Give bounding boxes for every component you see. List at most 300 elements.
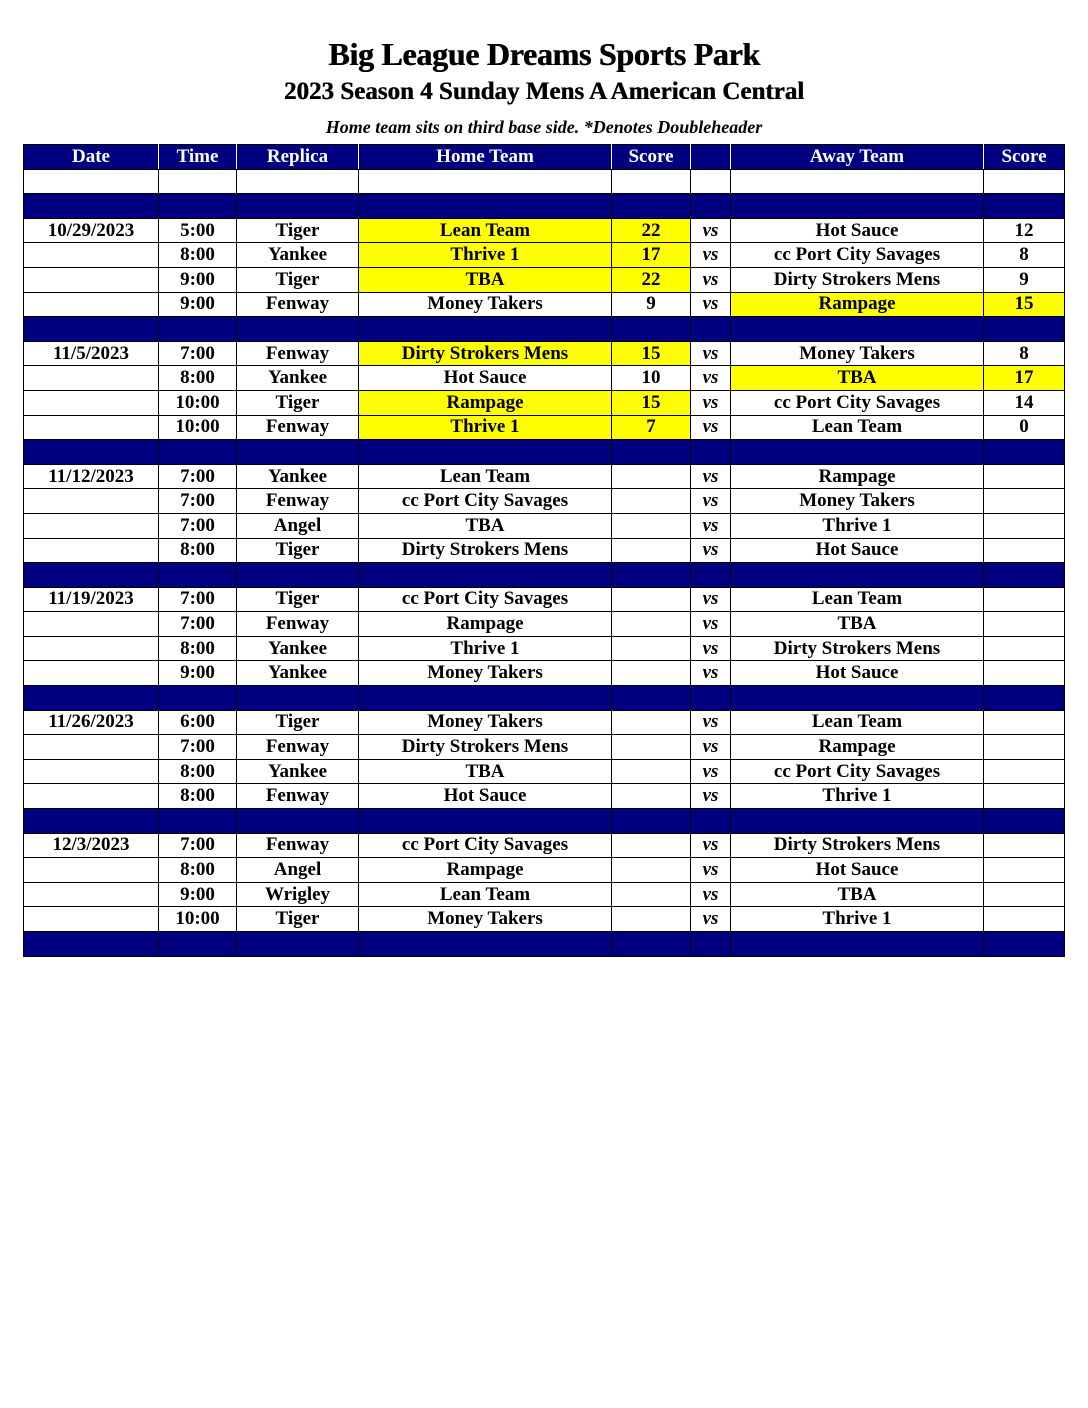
replica-cell: Yankee bbox=[237, 661, 359, 686]
separator-cell bbox=[984, 932, 1065, 957]
date-cell bbox=[24, 784, 159, 809]
separator-cell bbox=[24, 440, 159, 465]
home-team-cell: Money Takers bbox=[359, 907, 612, 932]
col-header-replica: Replica bbox=[237, 145, 359, 170]
away-team-cell: Lean Team bbox=[731, 415, 984, 440]
away-score-cell: 14 bbox=[984, 390, 1065, 415]
time-cell: 9:00 bbox=[159, 292, 237, 317]
time-cell: 10:00 bbox=[159, 907, 237, 932]
home-team-cell: Lean Team bbox=[359, 218, 612, 243]
home-team-cell: Lean Team bbox=[359, 464, 612, 489]
vs-cell: vs bbox=[691, 907, 731, 932]
date-cell: 11/5/2023 bbox=[24, 341, 159, 366]
home-score-cell: 10 bbox=[612, 366, 691, 391]
vs-cell: vs bbox=[691, 882, 731, 907]
time-cell: 8:00 bbox=[159, 858, 237, 883]
separator-cell bbox=[159, 686, 237, 711]
separator-cell bbox=[359, 194, 612, 219]
game-row bbox=[24, 390, 1065, 415]
blank-cell bbox=[691, 169, 731, 194]
home-score-cell bbox=[612, 612, 691, 637]
vs-cell: vs bbox=[691, 489, 731, 514]
col-header-away-team: Away Team bbox=[731, 145, 984, 170]
home-score-cell: 15 bbox=[612, 341, 691, 366]
separator-cell bbox=[24, 932, 159, 957]
date-cell bbox=[24, 882, 159, 907]
col-header-date: Date bbox=[24, 145, 159, 170]
home-score-cell bbox=[612, 882, 691, 907]
home-team-cell: TBA bbox=[359, 759, 612, 784]
home-score-cell bbox=[612, 661, 691, 686]
separator-cell bbox=[612, 686, 691, 711]
home-score-cell bbox=[612, 784, 691, 809]
col-header-home-score: Score bbox=[612, 145, 691, 170]
home-score-cell bbox=[612, 464, 691, 489]
separator-cell bbox=[984, 194, 1065, 219]
game-row bbox=[24, 267, 1065, 292]
home-score-cell: 9 bbox=[612, 292, 691, 317]
home-team-cell: TBA bbox=[359, 513, 612, 538]
away-score-cell bbox=[984, 907, 1065, 932]
replica-cell: Yankee bbox=[237, 366, 359, 391]
away-team-cell: Thrive 1 bbox=[731, 513, 984, 538]
separator-cell bbox=[984, 563, 1065, 588]
home-team-cell: cc Port City Savages bbox=[359, 489, 612, 514]
away-team-cell: Dirty Strokers Mens bbox=[731, 833, 984, 858]
away-team-cell: Lean Team bbox=[731, 710, 984, 735]
home-score-cell bbox=[612, 833, 691, 858]
game-row bbox=[24, 587, 1065, 612]
date-cell bbox=[24, 267, 159, 292]
replica-cell: Tiger bbox=[237, 710, 359, 735]
home-team-cell: Thrive 1 bbox=[359, 636, 612, 661]
vs-cell: vs bbox=[691, 735, 731, 760]
week-separator-row bbox=[24, 563, 1065, 588]
blank-cell bbox=[159, 169, 237, 194]
game-row bbox=[24, 489, 1065, 514]
date-cell bbox=[24, 390, 159, 415]
separator-cell bbox=[359, 932, 612, 957]
replica-cell: Tiger bbox=[237, 538, 359, 563]
time-cell: 7:00 bbox=[159, 587, 237, 612]
replica-cell: Fenway bbox=[237, 612, 359, 637]
time-cell: 8:00 bbox=[159, 784, 237, 809]
separator-cell bbox=[359, 809, 612, 834]
game-row bbox=[24, 464, 1065, 489]
time-cell: 7:00 bbox=[159, 341, 237, 366]
vs-cell: vs bbox=[691, 587, 731, 612]
separator-cell bbox=[237, 809, 359, 834]
page-title: Big League Dreams Sports Park bbox=[328, 36, 760, 72]
replica-cell: Angel bbox=[237, 858, 359, 883]
separator-cell bbox=[731, 440, 984, 465]
week-separator-row bbox=[24, 440, 1065, 465]
separator-cell bbox=[691, 809, 731, 834]
separator-cell bbox=[731, 317, 984, 342]
home-team-cell: Money Takers bbox=[359, 710, 612, 735]
vs-cell: vs bbox=[691, 341, 731, 366]
week-separator-row bbox=[24, 809, 1065, 834]
date-cell bbox=[24, 366, 159, 391]
replica-cell: Tiger bbox=[237, 587, 359, 612]
game-row bbox=[24, 218, 1065, 243]
separator-cell bbox=[237, 317, 359, 342]
home-team-cell: Rampage bbox=[359, 612, 612, 637]
separator-cell bbox=[691, 932, 731, 957]
separator-cell bbox=[237, 563, 359, 588]
away-score-cell bbox=[984, 538, 1065, 563]
away-team-cell: cc Port City Savages bbox=[731, 390, 984, 415]
date-cell bbox=[24, 735, 159, 760]
game-row bbox=[24, 833, 1065, 858]
time-cell: 7:00 bbox=[159, 513, 237, 538]
date-cell: 11/19/2023 bbox=[24, 587, 159, 612]
separator-cell bbox=[731, 686, 984, 711]
home-score-cell bbox=[612, 710, 691, 735]
home-score-cell bbox=[612, 489, 691, 514]
time-cell: 7:00 bbox=[159, 612, 237, 637]
replica-cell: Wrigley bbox=[237, 882, 359, 907]
replica-cell: Fenway bbox=[237, 292, 359, 317]
replica-cell: Yankee bbox=[237, 759, 359, 784]
away-score-cell bbox=[984, 710, 1065, 735]
away-team-cell: Lean Team bbox=[731, 587, 984, 612]
blank-cell bbox=[237, 169, 359, 194]
date-cell bbox=[24, 858, 159, 883]
separator-cell bbox=[359, 563, 612, 588]
page-note: Home team sits on third base side. *Denotes Doubleheader bbox=[325, 117, 763, 137]
away-score-cell bbox=[984, 612, 1065, 637]
home-score-cell bbox=[612, 513, 691, 538]
date-cell bbox=[24, 513, 159, 538]
blank-cell bbox=[612, 169, 691, 194]
blank-row bbox=[24, 169, 1065, 194]
date-cell bbox=[24, 759, 159, 784]
game-row bbox=[24, 759, 1065, 784]
away-score-cell bbox=[984, 636, 1065, 661]
away-team-cell: Money Takers bbox=[731, 341, 984, 366]
away-score-cell bbox=[984, 513, 1065, 538]
replica-cell: Yankee bbox=[237, 243, 359, 268]
date-cell: 11/12/2023 bbox=[24, 464, 159, 489]
game-row bbox=[24, 636, 1065, 661]
away-team-cell: Hot Sauce bbox=[731, 218, 984, 243]
blank-cell bbox=[731, 169, 984, 194]
game-row bbox=[24, 858, 1065, 883]
away-team-cell: Hot Sauce bbox=[731, 858, 984, 883]
time-cell: 8:00 bbox=[159, 636, 237, 661]
away-score-cell: 9 bbox=[984, 267, 1065, 292]
time-cell: 10:00 bbox=[159, 390, 237, 415]
time-cell: 8:00 bbox=[159, 243, 237, 268]
vs-cell: vs bbox=[691, 218, 731, 243]
home-score-cell: 15 bbox=[612, 390, 691, 415]
blank-cell bbox=[984, 169, 1065, 194]
time-cell: 7:00 bbox=[159, 735, 237, 760]
separator-cell bbox=[612, 194, 691, 219]
away-team-cell: cc Port City Savages bbox=[731, 759, 984, 784]
vs-cell: vs bbox=[691, 710, 731, 735]
vs-cell: vs bbox=[691, 661, 731, 686]
home-score-cell bbox=[612, 759, 691, 784]
separator-cell bbox=[984, 317, 1065, 342]
vs-cell: vs bbox=[691, 636, 731, 661]
away-team-cell: Rampage bbox=[731, 464, 984, 489]
away-score-cell: 0 bbox=[984, 415, 1065, 440]
date-cell bbox=[24, 612, 159, 637]
away-team-cell: Hot Sauce bbox=[731, 661, 984, 686]
col-header-away-score: Score bbox=[984, 145, 1065, 170]
separator-cell bbox=[237, 686, 359, 711]
home-team-cell: Money Takers bbox=[359, 661, 612, 686]
replica-cell: Yankee bbox=[237, 636, 359, 661]
date-cell bbox=[24, 907, 159, 932]
home-team-cell: TBA bbox=[359, 267, 612, 292]
separator-cell bbox=[731, 932, 984, 957]
away-score-cell bbox=[984, 489, 1065, 514]
replica-cell: Fenway bbox=[237, 833, 359, 858]
time-cell: 10:00 bbox=[159, 415, 237, 440]
replica-cell: Tiger bbox=[237, 267, 359, 292]
home-team-cell: Rampage bbox=[359, 858, 612, 883]
table-header-row bbox=[24, 145, 1065, 170]
away-score-cell bbox=[984, 661, 1065, 686]
game-row bbox=[24, 661, 1065, 686]
away-score-cell bbox=[984, 464, 1065, 489]
away-score-cell: 8 bbox=[984, 243, 1065, 268]
away-score-cell: 15 bbox=[984, 292, 1065, 317]
home-team-cell: Thrive 1 bbox=[359, 243, 612, 268]
home-score-cell: 22 bbox=[612, 218, 691, 243]
replica-cell: Fenway bbox=[237, 415, 359, 440]
separator-cell bbox=[691, 440, 731, 465]
separator-cell bbox=[359, 440, 612, 465]
home-team-cell: Rampage bbox=[359, 390, 612, 415]
separator-cell bbox=[691, 194, 731, 219]
vs-cell: vs bbox=[691, 784, 731, 809]
away-team-cell: cc Port City Savages bbox=[731, 243, 984, 268]
game-row bbox=[24, 243, 1065, 268]
date-cell bbox=[24, 489, 159, 514]
week-separator-row bbox=[24, 194, 1065, 219]
home-score-cell: 17 bbox=[612, 243, 691, 268]
col-header-time: Time bbox=[159, 145, 237, 170]
home-team-cell: Hot Sauce bbox=[359, 784, 612, 809]
week-separator-row bbox=[24, 317, 1065, 342]
separator-cell bbox=[237, 932, 359, 957]
away-score-cell bbox=[984, 759, 1065, 784]
away-team-cell: Thrive 1 bbox=[731, 907, 984, 932]
time-cell: 8:00 bbox=[159, 366, 237, 391]
away-team-cell: Rampage bbox=[731, 735, 984, 760]
vs-cell: vs bbox=[691, 390, 731, 415]
away-score-cell: 12 bbox=[984, 218, 1065, 243]
game-row bbox=[24, 538, 1065, 563]
separator-cell bbox=[612, 440, 691, 465]
away-team-cell: Hot Sauce bbox=[731, 538, 984, 563]
blank-cell bbox=[24, 169, 159, 194]
home-team-cell: Dirty Strokers Mens bbox=[359, 538, 612, 563]
game-row bbox=[24, 341, 1065, 366]
home-team-cell: Thrive 1 bbox=[359, 415, 612, 440]
separator-cell bbox=[24, 194, 159, 219]
separator-cell bbox=[984, 809, 1065, 834]
week-separator-row bbox=[24, 686, 1065, 711]
home-team-cell: Lean Team bbox=[359, 882, 612, 907]
replica-cell: Fenway bbox=[237, 489, 359, 514]
away-team-cell: Dirty Strokers Mens bbox=[731, 636, 984, 661]
separator-cell bbox=[159, 809, 237, 834]
away-team-cell: TBA bbox=[731, 366, 984, 391]
replica-cell: Tiger bbox=[237, 390, 359, 415]
game-row bbox=[24, 292, 1065, 317]
vs-cell: vs bbox=[691, 464, 731, 489]
game-row bbox=[24, 710, 1065, 735]
date-cell bbox=[24, 415, 159, 440]
time-cell: 8:00 bbox=[159, 538, 237, 563]
home-team-cell: cc Port City Savages bbox=[359, 587, 612, 612]
home-score-cell: 22 bbox=[612, 267, 691, 292]
time-cell: 5:00 bbox=[159, 218, 237, 243]
home-team-cell: Dirty Strokers Mens bbox=[359, 341, 612, 366]
separator-cell bbox=[24, 686, 159, 711]
vs-cell: vs bbox=[691, 415, 731, 440]
time-cell: 7:00 bbox=[159, 489, 237, 514]
away-score-cell bbox=[984, 858, 1065, 883]
away-score-cell bbox=[984, 735, 1065, 760]
separator-cell bbox=[984, 440, 1065, 465]
vs-cell: vs bbox=[691, 243, 731, 268]
vs-cell: vs bbox=[691, 292, 731, 317]
replica-cell: Yankee bbox=[237, 464, 359, 489]
away-score-cell bbox=[984, 833, 1065, 858]
replica-cell: Fenway bbox=[237, 341, 359, 366]
replica-cell: Tiger bbox=[237, 907, 359, 932]
date-cell bbox=[24, 636, 159, 661]
away-score-cell bbox=[984, 784, 1065, 809]
time-cell: 9:00 bbox=[159, 267, 237, 292]
date-cell: 10/29/2023 bbox=[24, 218, 159, 243]
separator-cell bbox=[237, 440, 359, 465]
time-cell: 8:00 bbox=[159, 759, 237, 784]
home-team-cell: Hot Sauce bbox=[359, 366, 612, 391]
vs-cell: vs bbox=[691, 858, 731, 883]
col-header-vs bbox=[691, 145, 731, 170]
home-team-cell: Money Takers bbox=[359, 292, 612, 317]
away-team-cell: TBA bbox=[731, 882, 984, 907]
vs-cell: vs bbox=[691, 833, 731, 858]
vs-cell: vs bbox=[691, 513, 731, 538]
separator-cell bbox=[159, 194, 237, 219]
time-cell: 9:00 bbox=[159, 882, 237, 907]
separator-cell bbox=[691, 686, 731, 711]
vs-cell: vs bbox=[691, 538, 731, 563]
home-score-cell bbox=[612, 858, 691, 883]
separator-cell bbox=[612, 809, 691, 834]
away-score-cell: 17 bbox=[984, 366, 1065, 391]
game-row bbox=[24, 513, 1065, 538]
separator-cell bbox=[359, 686, 612, 711]
away-score-cell: 8 bbox=[984, 341, 1065, 366]
game-row bbox=[24, 366, 1065, 391]
home-score-cell bbox=[612, 538, 691, 563]
separator-cell bbox=[24, 809, 159, 834]
date-cell bbox=[24, 538, 159, 563]
away-team-cell: Thrive 1 bbox=[731, 784, 984, 809]
separator-cell bbox=[237, 194, 359, 219]
vs-cell: vs bbox=[691, 366, 731, 391]
vs-cell: vs bbox=[691, 267, 731, 292]
time-cell: 9:00 bbox=[159, 661, 237, 686]
date-cell: 11/26/2023 bbox=[24, 710, 159, 735]
home-score-cell bbox=[612, 587, 691, 612]
separator-cell bbox=[359, 317, 612, 342]
separator-cell bbox=[159, 440, 237, 465]
replica-cell: Angel bbox=[237, 513, 359, 538]
time-cell: 7:00 bbox=[159, 833, 237, 858]
away-score-cell bbox=[984, 882, 1065, 907]
away-score-cell bbox=[984, 587, 1065, 612]
home-team-cell: cc Port City Savages bbox=[359, 833, 612, 858]
replica-cell: Fenway bbox=[237, 784, 359, 809]
separator-cell bbox=[691, 317, 731, 342]
separator-cell bbox=[731, 809, 984, 834]
away-team-cell: Money Takers bbox=[731, 489, 984, 514]
separator-cell bbox=[731, 194, 984, 219]
separator-cell bbox=[612, 932, 691, 957]
date-cell bbox=[24, 661, 159, 686]
time-cell: 7:00 bbox=[159, 464, 237, 489]
date-cell bbox=[24, 292, 159, 317]
game-row bbox=[24, 907, 1065, 932]
replica-cell: Tiger bbox=[237, 218, 359, 243]
game-row bbox=[24, 612, 1065, 637]
game-row bbox=[24, 882, 1065, 907]
date-cell bbox=[24, 243, 159, 268]
separator-cell bbox=[612, 317, 691, 342]
separator-cell bbox=[731, 563, 984, 588]
separator-cell bbox=[159, 932, 237, 957]
vs-cell: vs bbox=[691, 759, 731, 784]
separator-cell bbox=[159, 317, 237, 342]
away-team-cell: Dirty Strokers Mens bbox=[731, 267, 984, 292]
replica-cell: Fenway bbox=[237, 735, 359, 760]
blank-cell bbox=[359, 169, 612, 194]
separator-cell bbox=[984, 686, 1065, 711]
game-row bbox=[24, 784, 1065, 809]
separator-cell bbox=[159, 563, 237, 588]
separator-cell bbox=[24, 563, 159, 588]
home-score-cell bbox=[612, 636, 691, 661]
date-cell: 12/3/2023 bbox=[24, 833, 159, 858]
separator-cell bbox=[691, 563, 731, 588]
separator-cell bbox=[24, 317, 159, 342]
away-team-cell: Rampage bbox=[731, 292, 984, 317]
game-row bbox=[24, 415, 1065, 440]
schedule-body bbox=[24, 169, 1065, 956]
separator-cell bbox=[612, 563, 691, 588]
vs-cell: vs bbox=[691, 612, 731, 637]
page-subtitle: 2023 Season 4 Sunday Mens A American Central bbox=[283, 78, 805, 105]
home-score-cell: 7 bbox=[612, 415, 691, 440]
game-row bbox=[24, 735, 1065, 760]
home-score-cell bbox=[612, 735, 691, 760]
away-team-cell: TBA bbox=[731, 612, 984, 637]
home-score-cell bbox=[612, 907, 691, 932]
home-team-cell: Dirty Strokers Mens bbox=[359, 735, 612, 760]
time-cell: 6:00 bbox=[159, 710, 237, 735]
schedule-table bbox=[23, 144, 1065, 957]
